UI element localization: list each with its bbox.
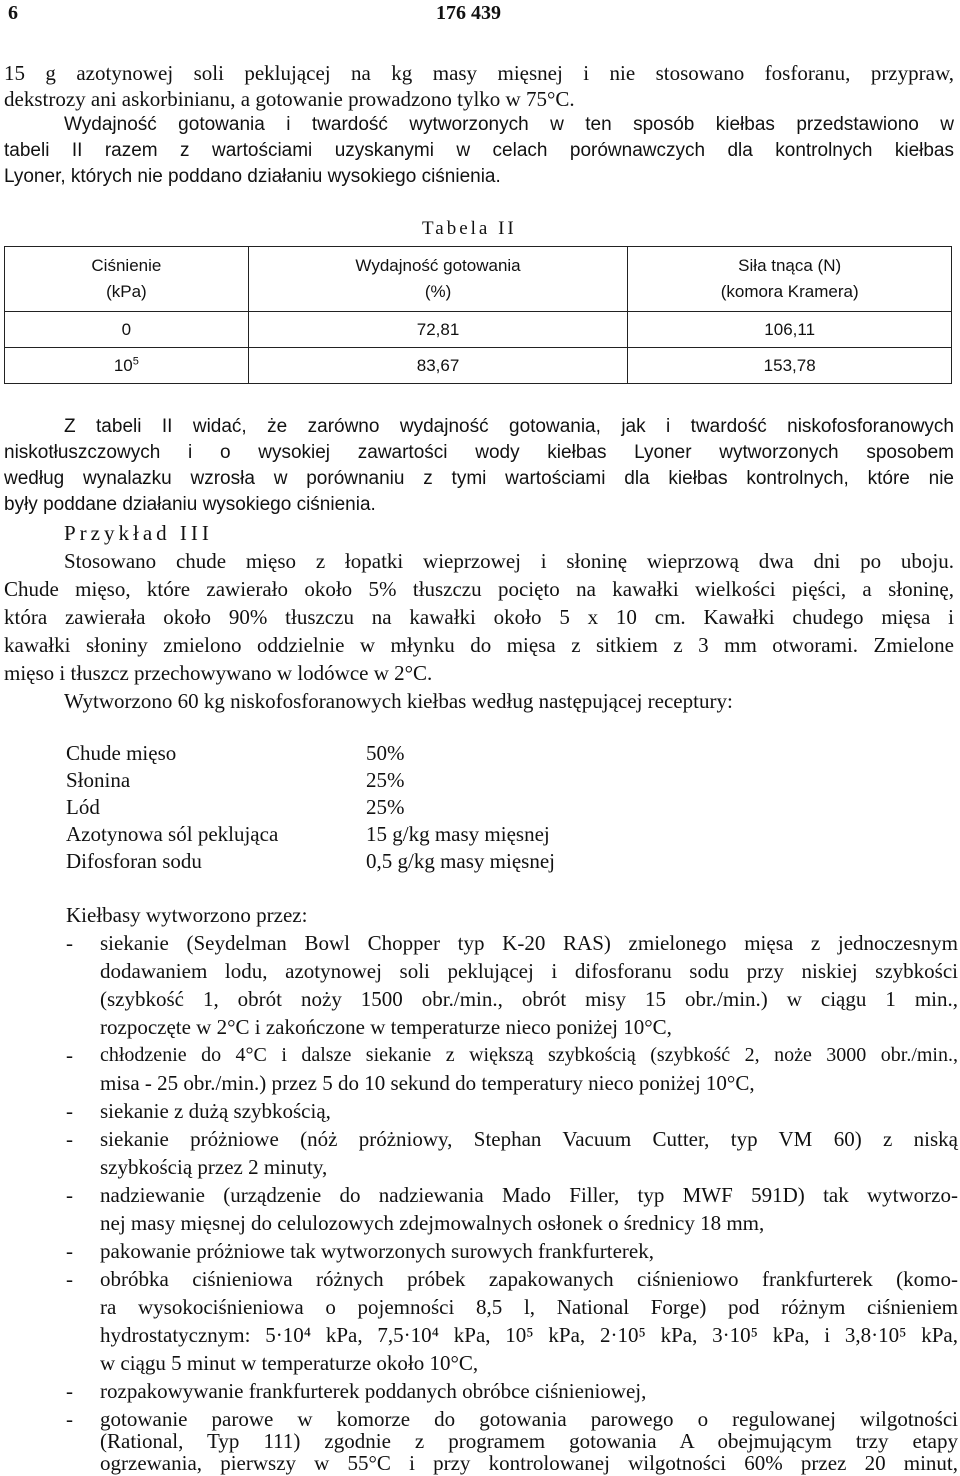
text-line: która zawierała około 90% tłuszczu na kawałki około 5 x 10 cm. Kawałki chudego mięsa i (4, 605, 954, 629)
header-pressure: Ciśnienie (kPa) (5, 247, 249, 312)
cell-yield: 83,67 (248, 348, 628, 384)
table-caption: Tabela II (422, 218, 517, 239)
dash-bullet: - (66, 931, 73, 955)
text-line: mięso i tłuszcz przechowywano w lodówce w 2°C. (4, 661, 433, 685)
header-yield: Wydajność gotowania (%) (248, 247, 628, 312)
text-line: Wydajność gotowania i twardość wytworzonych w ten sposób kiełbas przedstawiono w (64, 114, 954, 135)
step-line: misa - 25 obr./min.) przez 5 do 10 sekund do temperatury nieco poniżej 10°C, (100, 1071, 755, 1095)
table-row (5, 348, 952, 384)
recipe-ingredient: Lód (66, 795, 100, 819)
text-line: 15 g azotynowej soli peklującej na kg masy mięsnej i nie stosowano fosforanu, przypraw, (4, 61, 954, 85)
step-line: pakowanie próżniowe tak wytworzonych surowych frankfurterek, (100, 1239, 654, 1263)
recipe-ingredient: Słonina (66, 768, 131, 792)
cell-pressure: $10^5$ (5, 348, 249, 384)
recipe-ingredient: Difosforan sodu (66, 849, 202, 873)
steps-intro: Kiełbasy wytworzono przez: (66, 903, 308, 927)
header-force: Siła tnąca (N) (komora Kramera) (628, 247, 952, 312)
text-line: kawałki słoniny zmielono oddzielnie w młynku do mięsa z sitkiem z 3 mm otworami. Zmielone (4, 633, 954, 657)
text-line: Stosowano chude mięso z łopatki wieprzowej i słoninę wieprzową dwa dni po uboju. (64, 549, 954, 573)
text-line: Z tabeli II widać, że zarówno wydajność gotowania, jak i twardość niskofosforanowych (64, 416, 954, 437)
dash-bullet: - (66, 1239, 73, 1263)
step-line: gotowanie parowe w komorze do gotowania parowego o regulowanej wilgotności (100, 1407, 958, 1431)
step-line: ogrzewania, pierwszy w 55°C i przy kontrolowanej wilgotności 60% przez 20 minut, (100, 1451, 958, 1475)
dash-bullet: - (66, 1127, 73, 1151)
text-line: według wynalazku wzrosła w porównaniu z tymi wartościami dla kiełbas kontrolnych, które nie (4, 468, 954, 489)
results-table (4, 246, 952, 384)
step-line: dodawaniem lodu, azotynowej soli peklującej i difosforanu sodu przy niskiej szybkości (100, 959, 958, 983)
step-line: chłodzenie do 4°C i dalsze siekanie z większą szybkością (szybkość 2, noże 3000 obr./min., (100, 1044, 958, 1066)
dash-bullet: - (66, 1407, 73, 1431)
step-line: szybkością przez 2 minuty, (100, 1155, 328, 1179)
example-heading: Przykład III (64, 521, 213, 545)
cell-pressure: 0 (5, 312, 249, 348)
step-line: w ciągu 5 minut w temperaturze około 10°C, (100, 1351, 479, 1375)
step-line: rozpoczęte w 2°C i zakończone w temperaturze nieco poniżej 10°C, (100, 1015, 672, 1039)
text-line: niskotłuszczowych i o wysokiej zawartości wody kiełbas Lyoner wytworzonych sposobem (4, 442, 954, 463)
dash-bullet: - (66, 1183, 73, 1207)
cell-force: 106,11 (628, 312, 952, 348)
step-line: (szybkość 1, obrót noży 1500 obr./min., obrót misy 15 obr./min.) w ciągu 1 min., (100, 987, 958, 1011)
recipe-amount: 15 g/kg masy mięsnej (366, 822, 550, 846)
text-line: tabeli II razem z wartościami uzyskanymi w celach porównawczych dla kontrolnych kiełbas (4, 140, 954, 161)
text-line: Wytworzono 60 kg niskofosforanowych kiełbas według następującej receptury: (64, 689, 733, 713)
recipe-ingredient: Chude mięso (66, 741, 177, 765)
dash-bullet: - (66, 1267, 73, 1291)
dash-bullet: - (66, 1379, 73, 1403)
step-line: (Rational, Typ 111) zgodnie z programem gotowania A obejmującym trzy etapy (100, 1429, 958, 1453)
recipe-ingredient: Azotynowa sól peklująca (66, 822, 279, 846)
recipe-amount: 25% (366, 795, 405, 819)
text-line: Lyoner, których nie poddano działaniu wysokiego ciśnienia. (4, 166, 501, 187)
step-line: hydrostatycznym: 5·10⁴ kPa, 7,5·10⁴ kPa, 10⁵ kPa, 2·10⁵ kPa, 3·10⁵ kPa, i 3,8·10⁵ kPa, (100, 1323, 958, 1347)
recipe-amount: 0,5 g/kg masy mięsnej (366, 849, 555, 873)
text-line: dekstrozy ani askorbinianu, a gotowanie prowadzono tylko w 75°C. (4, 87, 575, 111)
step-line: obróbka ciśnieniowa różnych próbek zapakowanych ciśnieniowo frankfurterek (komo- (100, 1267, 958, 1291)
text-line: Chude mięso, które zawierało około 5% tłuszczu pocięto na kawałki wielkości pięści, a słoninę, (4, 577, 954, 601)
dash-bullet: - (66, 1099, 73, 1123)
recipe-amount: 50% (366, 741, 405, 765)
recipe-amount: 25% (366, 768, 405, 792)
step-line: siekanie (Seydelman Bowl Chopper typ K-20 RAS) zmielonego mięsa z jednoczesnym (100, 931, 958, 955)
step-line: siekanie próżniowe (nóż próżniowy, Stephan Vacuum Cutter, typ VM 60) z niską (100, 1127, 958, 1151)
table-row (5, 312, 952, 348)
table-header-row (5, 247, 952, 312)
page-number: 6 (8, 2, 18, 24)
cell-yield: 72,81 (248, 312, 628, 348)
step-line: rozpakowywanie frankfurterek poddanych obróbce ciśnieniowej, (100, 1379, 647, 1403)
document-number: 176 439 (436, 2, 501, 24)
step-line: ra wysokociśnieniowa o pojemności 8,5 l, National Forge) pod różnym ciśnieniem (100, 1295, 958, 1319)
dash-bullet: - (66, 1043, 73, 1067)
text-line: były poddane działaniu wysokiego ciśnienia. (4, 494, 376, 515)
step-line: nej masy mięsnej do celulozowych zdejmowalnych osłonek o średnicy 18 mm, (100, 1211, 765, 1235)
cell-force: 153,78 (628, 348, 952, 384)
step-line: nadziewanie (urządzenie do nadziewania Mado Filler, typ MWF 591D) tak wytworzo- (100, 1183, 958, 1207)
step-line: siekanie z dużą szybkością, (100, 1099, 331, 1123)
